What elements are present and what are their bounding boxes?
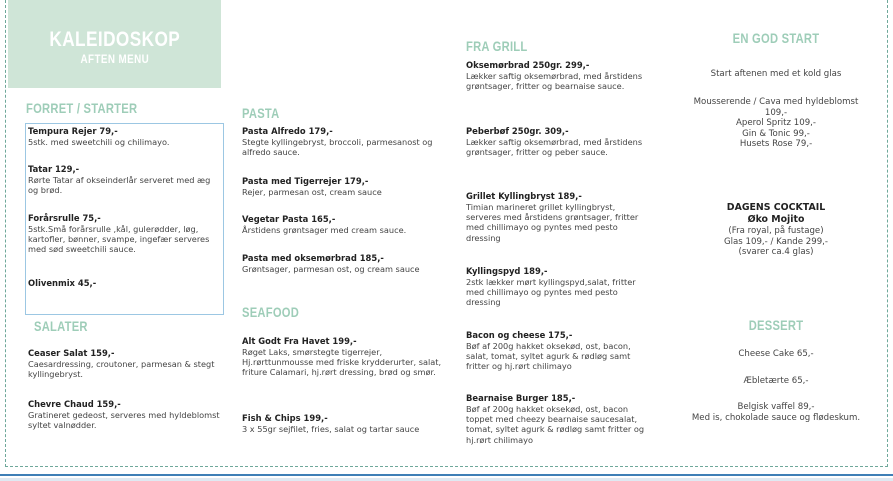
item-name: Ceaser Salat 159,- <box>28 348 115 358</box>
section-heading-salads: SALATER <box>34 318 88 334</box>
section-heading-starters: FORRET / STARTER <box>26 100 138 116</box>
item-desc: 5stk.Små forårsrulle ,kål, gulerødder, løg, kartofler, bønner, svampe, ingefær serveres med sød sweetchili sauce. <box>28 224 210 255</box>
menu-item <box>466 330 652 372</box>
menu-item <box>242 126 454 157</box>
dessert-item: Belgisk vaffel 89,- <box>737 402 815 412</box>
section-heading-seafood: SEAFOOD <box>242 304 300 320</box>
item-name: Pasta med oksemørbrad 185,- <box>242 253 384 263</box>
section-heading-pasta: PASTA <box>242 105 280 121</box>
menu-item <box>28 348 223 379</box>
brand-subtitle: AFTEN MENU <box>80 51 149 66</box>
menu-item <box>242 253 454 274</box>
bottom-rule <box>0 474 893 476</box>
menu-item <box>28 213 223 255</box>
start-intro: Start aftenen med et kold glas <box>710 69 842 79</box>
menu-item <box>28 164 223 195</box>
item-desc: 5stk. med sweetchili og chilimayo. <box>28 137 170 147</box>
drink-line: Husets Rose 79,- <box>739 139 813 150</box>
dessert-item: Cheese Cake 65,- <box>738 349 814 359</box>
item-desc: 3 x 55gr sejfilet, fries, salat og tartar sauce <box>242 424 420 434</box>
drink-line: Aperol Spritz 109,- <box>735 118 817 129</box>
section-heading-grill: FRA GRILL <box>466 38 528 54</box>
menu-item <box>466 191 646 243</box>
menu-item <box>28 399 223 430</box>
item-desc: Timian marineret grillet kyllingbryst, serveres med årstidens grøntsager, fritter med chillimayo og pyntes med pesto dressing <box>466 202 639 243</box>
menu-item <box>28 126 223 147</box>
cocktail-block <box>676 202 876 258</box>
menu-item <box>466 60 646 91</box>
drink-line: Gin & Tonic 99,- <box>742 128 810 139</box>
item-name: Peberbøf 250gr. 309,- <box>466 126 569 136</box>
section-heading-dessert: DESSERT <box>748 317 804 333</box>
menu-item <box>466 266 646 308</box>
item-desc: Stegte kyllingebryst, broccoli, parmesanost og alfredo sauce. <box>242 137 433 158</box>
drink-line: 109,- <box>764 107 788 118</box>
cocktail-name: Øko Mojito <box>747 214 805 225</box>
menu-item <box>242 176 454 197</box>
dessert-item: Med is, chokolade sauce og flødeskum. <box>691 413 861 423</box>
item-name: Forårsrulle 75,- <box>28 213 101 223</box>
item-name: Kyllingspyd 189,- <box>466 266 548 276</box>
item-name: Bacon og cheese 175,- <box>466 330 573 340</box>
item-name: Tempura Rejer 79,- <box>28 126 118 136</box>
item-desc: Bøf af 200g hakket oksekød, ost, bacon, salat, tomat, syltet agurk & rødløg samt fritter og hj.rørt chilimayo <box>466 341 631 372</box>
menu-item <box>242 214 454 235</box>
brand-banner <box>8 0 221 88</box>
item-name: Fish & Chips 199,- <box>242 413 328 423</box>
menu-item <box>242 413 452 434</box>
item-desc: Lækker saftig oksemørbrad, med årstidens grøntsager, fritter og bearnaise sauce. <box>466 71 643 92</box>
menu-item <box>466 126 646 157</box>
item-desc: Grøntsager, parmesan ost, og cream sauce <box>242 264 420 274</box>
item-desc: Gratineret gedeost, serveres med hyldeblomst syltet valnødder. <box>28 410 220 431</box>
item-desc: Caesardressing, croutoner, parmesan & stegt kyllingebryst. <box>28 359 215 380</box>
brand-title: KALEIDOSKOP <box>49 27 180 51</box>
item-name: Pasta med Tigerrejer 179,- <box>242 176 369 186</box>
cocktail-line: (svarer ca.4 glas) <box>738 247 814 258</box>
item-desc: Bøf af 200g hakket oksekød, ost, bacon toppet med cheezy bearnaise saucesalat, tomat, syltet agurk & rødløg samt fritter og hj.rørt chilimayo <box>466 404 645 445</box>
item-desc: Årstidens grøntsager med cream sauce. <box>242 225 407 235</box>
item-name: Oksemørbrad 250gr. 299,- <box>466 60 590 70</box>
item-name: Alt Godt Fra Havet 199,- <box>242 336 357 346</box>
dessert-item: Æbletærte 65,- <box>743 376 809 386</box>
item-desc: Lækker saftig oksemørbrad, med årstidens grøntsager, fritter og peber sauce. <box>466 137 643 158</box>
item-name: Grillet Kyllingbryst 189,- <box>466 191 582 201</box>
menu-item <box>28 278 223 289</box>
item-desc: 2stk lækker mørt kyllingspyd,salat, fritter med chillimayo og pyntes med pesto dressing <box>466 277 636 308</box>
cocktail-heading: DAGENS COCKTAIL <box>726 202 826 213</box>
item-name: Tatar 129,- <box>28 164 80 174</box>
item-desc: Rørte Tatar af okseinderlår serveret med æg og brød. <box>28 175 211 196</box>
item-name: Vegetar Pasta 165,- <box>242 214 336 224</box>
start-drinks <box>676 97 876 150</box>
item-name: Olivenmix 45,- <box>28 278 97 288</box>
item-desc: Rejer, parmesan ost, cream sauce <box>242 187 382 197</box>
item-name: Chevre Chaud 159,- <box>28 399 121 409</box>
cocktail-line: (Fra royal, på fustage) <box>728 226 824 236</box>
drink-line: Mousserende / Cava med hyldeblomst <box>693 97 859 107</box>
menu-item <box>466 393 652 445</box>
item-name: Bearnaise Burger 185,- <box>466 393 576 403</box>
menu-item <box>242 336 452 378</box>
item-name: Pasta Alfredo 179,- <box>242 126 333 136</box>
section-heading-start: EN GOD START <box>732 30 820 46</box>
cocktail-line: Glas 109,- / Kande 299,- <box>723 236 829 247</box>
item-desc: Røget Laks, smørstegte tigerrejer, Hj.rørttunmousse med friske krydderurter, salat, friture Calamari, hj.rørt dressing, brød og smør. <box>242 347 442 378</box>
